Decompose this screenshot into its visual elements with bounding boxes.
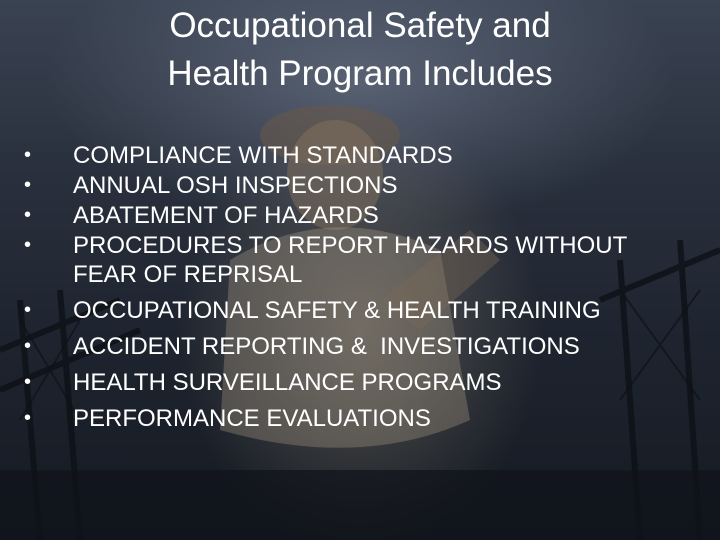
bullet-text: ANNUAL OSH INSPECTIONS bbox=[73, 172, 398, 199]
bullet-icon: • bbox=[24, 144, 32, 166]
bullet-text: PERFORMANCE EVALUATIONS bbox=[73, 405, 431, 432]
list-item bbox=[20, 296, 633, 325]
list-item bbox=[20, 404, 710, 433]
bullet-icon: • bbox=[24, 204, 32, 226]
list-item bbox=[20, 231, 633, 289]
bullet-icon: • bbox=[24, 335, 32, 357]
bullet-text: ACCIDENT REPORTING & INVESTIGATIONS bbox=[73, 333, 580, 360]
list-item bbox=[20, 368, 710, 397]
bullet-icon: • bbox=[24, 407, 32, 429]
slide-title bbox=[60, 2, 660, 98]
title-line-1: Occupational Safety and bbox=[169, 6, 551, 45]
bullet-icon: • bbox=[24, 234, 32, 256]
title-line-2: Health Program Includes bbox=[167, 54, 553, 93]
bullet-text: PROCEDURES TO REPORT HAZARDS WITHOUT FEAR OF REPRISAL bbox=[73, 232, 627, 288]
bullet-list bbox=[20, 141, 710, 440]
bullet-text: COMPLIANCE WITH STANDARDS bbox=[73, 142, 453, 169]
bullet-text: OCCUPATIONAL SAFETY & HEALTH TRAINING bbox=[73, 297, 601, 324]
list-item bbox=[20, 171, 710, 200]
list-item bbox=[20, 332, 710, 361]
list-item bbox=[20, 201, 710, 230]
bullet-icon: • bbox=[24, 174, 32, 196]
bullet-text: HEALTH SURVEILLANCE PROGRAMS bbox=[73, 369, 502, 396]
bullet-icon: • bbox=[24, 371, 32, 393]
bullet-text: ABATEMENT OF HAZARDS bbox=[73, 202, 379, 229]
list-item bbox=[20, 141, 710, 170]
bullet-icon: • bbox=[24, 299, 32, 321]
